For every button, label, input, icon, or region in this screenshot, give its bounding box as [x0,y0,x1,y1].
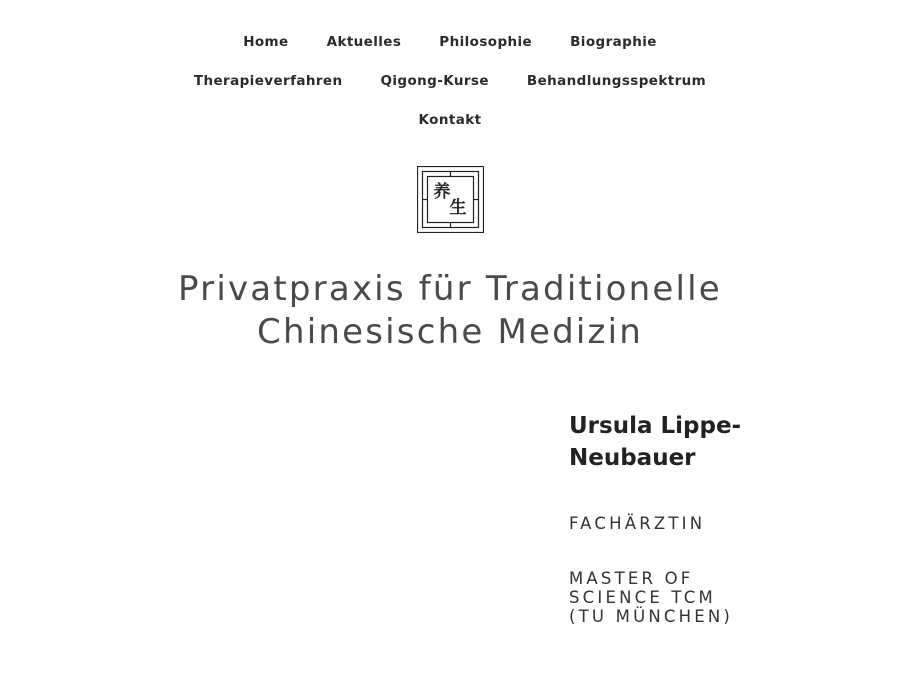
site-title-line-2: Chinesische Medizin [257,312,643,352]
yangsheng-seal-icon [417,166,484,233]
profile-qualification-1: FACHÄRZTIN [569,514,706,533]
nav-link-philosophie[interactable]: Philosophie [439,33,533,50]
profile-name: Ursula Lippe-Neubauer [569,413,742,471]
nav-link-home[interactable]: Home [243,33,289,50]
nav-link-therapieverfahren[interactable]: Therapieverfahren [193,72,343,89]
nav-row-3 [0,100,900,139]
nav-link-qigong-kurse[interactable]: Qigong-Kurse [380,72,489,89]
nav-row-1 [0,22,900,61]
logo-glyph-sheng: 生 [449,198,467,218]
site-title [0,268,900,354]
profile-block [569,410,869,626]
logo-glyph-yang: 养 [433,182,451,202]
nav-link-biographie[interactable]: Biographie [570,33,657,50]
nav-link-behandlungsspektrum[interactable]: Behandlungsspektrum [526,72,707,89]
nav-row-2 [0,61,900,100]
nav-link-kontakt[interactable]: Kontakt [418,111,482,128]
site-logo[interactable] [417,166,484,233]
site-title-line-1: Privatpraxis für Traditionelle [178,269,722,309]
main-navigation [0,22,900,139]
profile-qualification-2: MASTER OF SCIENCE TCM (TU MÜNCHEN) [569,569,734,626]
nav-link-aktuelles[interactable]: Aktuelles [326,33,402,50]
